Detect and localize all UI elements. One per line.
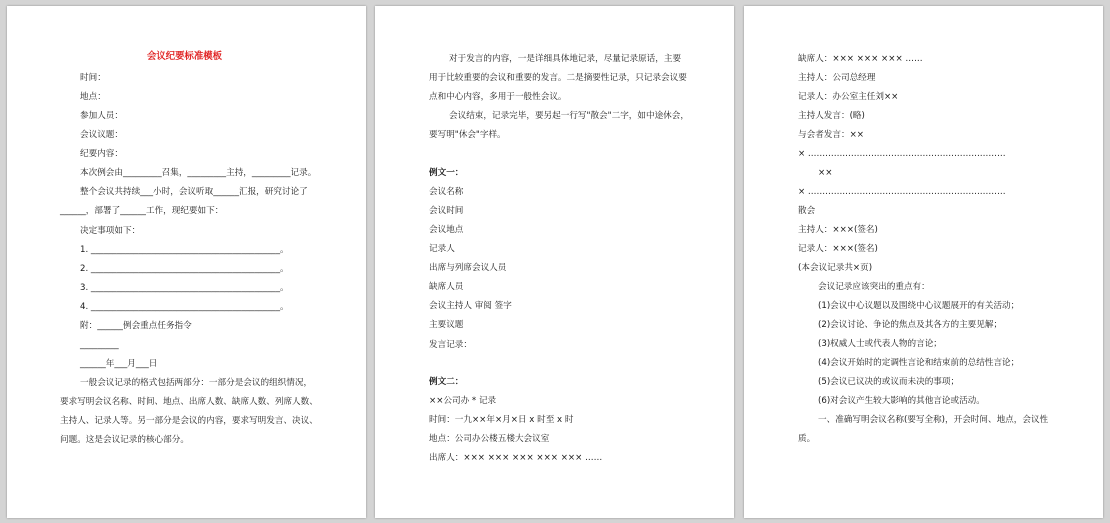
example-field: 主要议题 (429, 320, 464, 330)
decision-item: 3. ____________________________________________。 (80, 283, 289, 293)
example-field: 会议地点 (429, 225, 464, 235)
dotted-line: × …………………………………………………………… (798, 187, 1006, 197)
example-field: 会议时间 (429, 206, 464, 216)
paragraph-line: 主持人、记录人等。另一部分是会议的内容，要求写明发言、决议、 (60, 416, 318, 426)
field-content: 纪要内容： (80, 149, 123, 159)
paragraph-line: 点和中心内容，多用于一般性会议。 (429, 92, 567, 102)
example-field: 记录人 (429, 244, 455, 254)
dotted-line: × …………………………………………………………… (798, 149, 1006, 159)
document-page-2 (375, 6, 734, 518)
list-item: (6)对会议产生较大影响的其他言论或活动。 (818, 396, 985, 406)
signature-blank: _________ (80, 340, 119, 350)
document-page-3 (744, 6, 1103, 518)
field-location: 地点： (80, 92, 106, 102)
example-line: 主持人发言：(略) (798, 111, 865, 121)
decision-item: 4. ____________________________________________。 (80, 302, 289, 312)
document-page-1 (7, 6, 366, 518)
example-line: 时间：一九××年×月×日 x 时至 x 时 (429, 415, 574, 425)
paragraph-line: 要求写明会议名称、时间、地点、出席人数、缺席人数、列席人数、 (60, 397, 318, 407)
paragraph-line: ______，部署了______工作，现纪要如下： (60, 206, 224, 216)
example-field: 会议主持人 审阅 签字 (429, 301, 512, 311)
example-line: (本会议记录共×页) (798, 263, 873, 273)
list-item: (4)会议开始时的定调性言论和结束前的总结性言论； (818, 358, 1020, 368)
list-item: (5)会议已议决的或议而未决的事项； (818, 377, 960, 387)
example-line: 散会 (798, 206, 816, 216)
example-line: 出席人：××× ××× ××× ××× ××× …… (429, 453, 603, 463)
example-line: 主持人：公司总经理 (798, 73, 876, 83)
example-line: 主持人：×××(签名) (798, 225, 878, 235)
document-title: 会议纪要标准模板 (147, 51, 223, 62)
example-two-heading: 例文二： (429, 377, 464, 387)
decisions-heading: 决定事项如下： (80, 226, 141, 236)
example-line: ×× (818, 168, 833, 178)
field-time: 时间： (80, 73, 106, 83)
example-field: 出席与列席会议人员 (429, 263, 507, 273)
example-line: 记录人：×××(签名) (798, 244, 878, 254)
list-item: (3)权威人士或代表人物的言论； (818, 339, 942, 349)
paragraph-line: 一、准确写明会议名称(要写全称)，开会时间、地点，会议性 (818, 415, 1049, 425)
paragraph-line: 整个会议共持续___小时，会议听取______汇报，研究讨论了 (80, 187, 308, 197)
paragraph-line: 要写明"休会"字样。 (429, 130, 506, 140)
paragraph-line: 质。 (798, 434, 816, 444)
example-line: 缺席人：××× ××× ××× …… (798, 54, 923, 64)
example-field: 缺席人员 (429, 282, 464, 292)
example-line: 地点：公司办公楼五楼大会议室 (429, 434, 550, 444)
paragraph-line: 一般会议记录的格式包括两部分：一部分是会议的组织情况， (80, 378, 313, 388)
date-line: ______年___月___日 (80, 359, 158, 369)
paragraph-line: 问题。这是会议记录的核心部分。 (60, 435, 189, 445)
example-field: 发言记录： (429, 340, 472, 350)
decision-item: 1. ____________________________________________。 (80, 245, 289, 255)
list-item: (1)会议中心议题以及围绕中心议题展开的有关活动； (818, 301, 1020, 311)
field-topic: 会议议题： (80, 130, 123, 140)
paragraph-line: 会议结束，记录完毕，要另起一行写"散会"二字，如中途休会， (449, 111, 689, 121)
example-field: 会议名称 (429, 187, 464, 197)
paragraph-line: 用于比较重要的会议和重要的发言。二是摘要性记录，只记录会议要 (429, 73, 687, 83)
list-item: (2)会议讨论、争论的焦点及其各方的主要见解； (818, 320, 1003, 330)
example-line: 记录人：办公室主任刘×× (798, 92, 899, 102)
paragraph-line: 对于发言的内容，一是详细具体地记录，尽量记录原话，主要 (449, 54, 682, 64)
decision-item: 2. ____________________________________________。 (80, 264, 289, 274)
field-participants: 参加人员： (80, 111, 123, 121)
paragraph-line: 会议记录应该突出的重点有： (818, 282, 930, 292)
example-line: ××公司办 * 记录 (429, 396, 497, 406)
paragraph-line: 本次例会由_________召集，_________主持，_________记录。 (80, 168, 317, 178)
example-line: 与会者发言：×× (798, 130, 864, 140)
attachment-line: 附：______例会重点任务指令 (80, 321, 192, 331)
example-one-heading: 例文一： (429, 168, 464, 178)
